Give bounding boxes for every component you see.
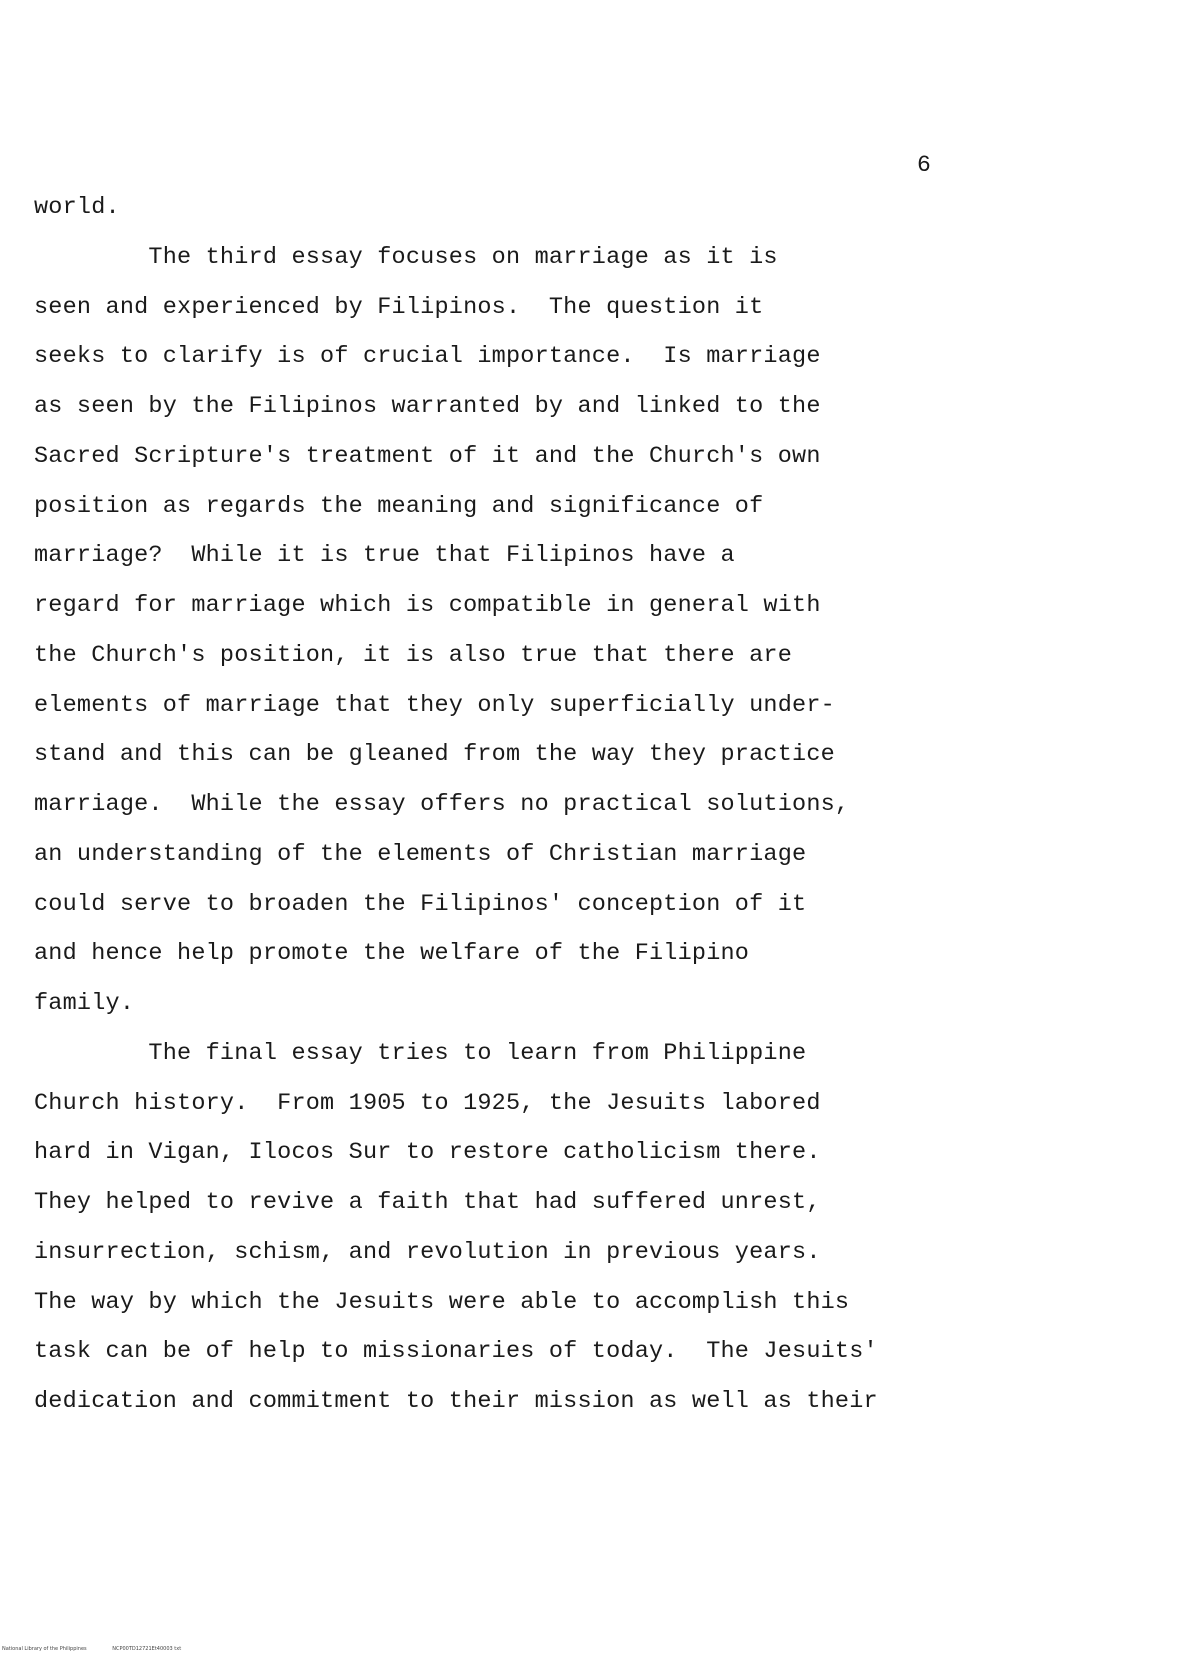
text-line: could serve to broaden the Filipinos' conception of it [34,891,807,918]
text-line: seen and experienced by Filipinos. The question it [34,294,764,321]
footer-library: National Library of the Philippines [2,1646,87,1652]
text-line: regard for marriage which is compatible in general with [34,592,821,619]
text-line: The third essay focuses on marriage as it is [34,244,778,271]
text-line: position as regards the meaning and significance of [34,493,764,520]
text-line: as seen by the Filipinos warranted by and linked to the [34,393,821,420]
text-line: the Church's position, it is also true that there are [34,642,793,669]
text-line: world. [34,194,120,221]
text-line: stand and this can be gleaned from the way they practice [34,741,835,768]
text-line: task can be of help to missionaries of today. The Jesuits' [34,1338,878,1365]
text-line: They helped to revive a faith that had suffered unrest, [34,1189,821,1216]
text-line: The way by which the Jesuits were able to accomplish this [34,1289,850,1316]
page-number: 6 [917,152,931,178]
text-line: family. [34,990,135,1017]
text-line: Church history. From 1905 to 1925, the Jesuits labored [34,1090,821,1117]
text-line: insurrection, schism, and revolution in previous years. [34,1239,821,1266]
text-line: and hence help promote the welfare of the Filipino [34,940,750,967]
text-line: hard in Vigan, Ilocos Sur to restore catholicism there. [34,1139,821,1166]
scan-footer [2,1645,205,1653]
text-line: marriage? While it is true that Filipinos have a [34,542,735,569]
text-line: marriage. While the essay offers no practical solutions, [34,791,850,818]
text-line: elements of marriage that they only superficially under- [34,692,835,719]
text-line: The final essay tries to learn from Philippine [34,1040,807,1067]
text-line: dedication and commitment to their mission as well as their [34,1388,878,1415]
text-line: seeks to clarify is of crucial importance. Is marriage [34,343,821,370]
footer-code: NCP00TD12721Et40003 txt [112,1646,182,1652]
text-line: Sacred Scripture's treatment of it and the Church's own [34,443,821,470]
text-line: an understanding of the elements of Christian marriage [34,841,807,868]
